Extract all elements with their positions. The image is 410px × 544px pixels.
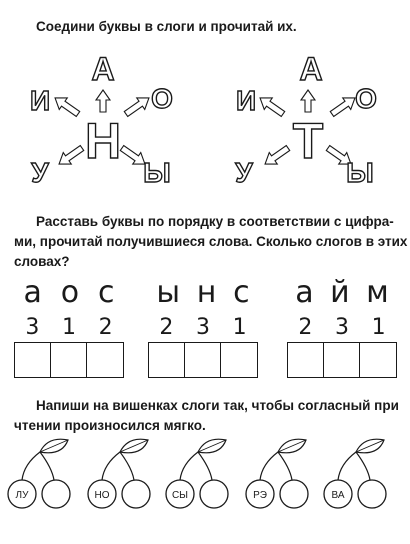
answer-boxes-1 [14,342,124,378]
task3-instruction-line2: чтении произносился мягко. [14,418,206,433]
group3-letter: м [366,274,389,310]
cherry-3 [166,439,228,508]
group1-digit: 2 [98,314,113,340]
letter-group-2 [148,272,258,378]
cherry-syllable: СЫ [171,490,189,501]
answer-cell[interactable] [148,342,185,378]
cherry-1 [8,439,70,508]
answer-cell[interactable] [185,342,222,378]
arrow-up-right-icon [122,92,153,120]
star2-bottom-right-letter: Ы [346,157,374,188]
cherries-row [0,436,410,536]
cherry-answer-circle[interactable] [201,481,227,507]
cherry-4 [246,439,308,508]
star2-top-letter: А [299,51,323,87]
star1-center-letter: Н [84,113,122,169]
star1-left-letter: И [29,85,51,116]
arrow-down-left-icon [261,142,292,170]
answer-cell[interactable] [14,342,51,378]
star1-bottom-left-letter: У [31,157,49,188]
arrow-up-icon [301,90,315,112]
group2-letter: с [233,274,250,310]
group3-letter: а [295,274,314,310]
letter-group-3 [287,272,397,378]
task1-instruction: Соедини буквы в слоги и прочитай их. [36,19,297,34]
star2-right-letter: О [355,83,377,114]
group1-digit: 3 [25,314,40,340]
task3-instruction-line1: Напиши на вишенках слоги так, чтобы согласный при [36,398,399,413]
task2-instruction-line1: Расставь буквы по порядку в соответствии с цифра- [36,214,394,229]
star1-top-letter: А [91,51,115,87]
group1-letter: с [98,274,115,310]
cherry-answer-circle[interactable] [43,481,69,507]
cherry-syllable: НО [94,490,110,501]
letter-star-1 [30,51,173,188]
cherry-syllable: ЛУ [15,490,29,501]
arrow-up-left-icon [256,92,287,120]
group1-letter: о [60,274,80,310]
arrow-down-left-icon [55,142,86,170]
group2-letter: н [196,274,217,310]
group2-letter: ы [156,274,181,310]
answer-cell[interactable] [221,342,258,378]
group2-digit: 2 [159,314,174,340]
answer-cell[interactable] [287,342,324,378]
cherry-2 [88,439,150,508]
task2-instruction-line2: ми, прочитай получившиеся слова. Сколько слогов в этих [14,234,408,249]
cherry-5 [324,439,386,508]
answer-cell[interactable] [51,342,88,378]
cherry-answer-circle[interactable] [359,481,385,507]
answer-boxes-2 [148,342,258,378]
answer-cell[interactable] [87,342,124,378]
group2-digit: 1 [232,314,247,340]
cherry-answer-circle[interactable] [123,481,149,507]
group2-digit: 3 [195,314,210,340]
cherry-syllable: РЭ [253,490,267,501]
answer-boxes-3 [287,342,397,378]
arrow-up-icon [96,90,110,112]
star2-left-letter: И [235,85,257,116]
star2-bottom-left-letter: У [235,157,253,188]
answer-cell[interactable] [360,342,397,378]
cherry-syllable: ВА [331,490,345,501]
group3-digit: 3 [334,314,349,340]
letter-star-diagram [0,40,410,200]
star2-center-letter: Т [292,113,324,169]
letter-group-1 [14,272,124,378]
task2-instruction-line3: словах? [14,254,70,269]
arrow-up-left-icon [51,92,82,120]
letter-star-2 [235,51,377,188]
answer-cell[interactable] [324,342,361,378]
star1-right-letter: О [151,83,173,114]
group3-letter: й [330,274,350,310]
group1-digit: 1 [61,314,76,340]
group3-digit: 2 [298,314,313,340]
group3-digit: 1 [371,314,386,340]
star1-bottom-right-letter: Ы [143,157,171,188]
group1-letter: а [23,274,42,310]
cherry-answer-circle[interactable] [281,481,307,507]
